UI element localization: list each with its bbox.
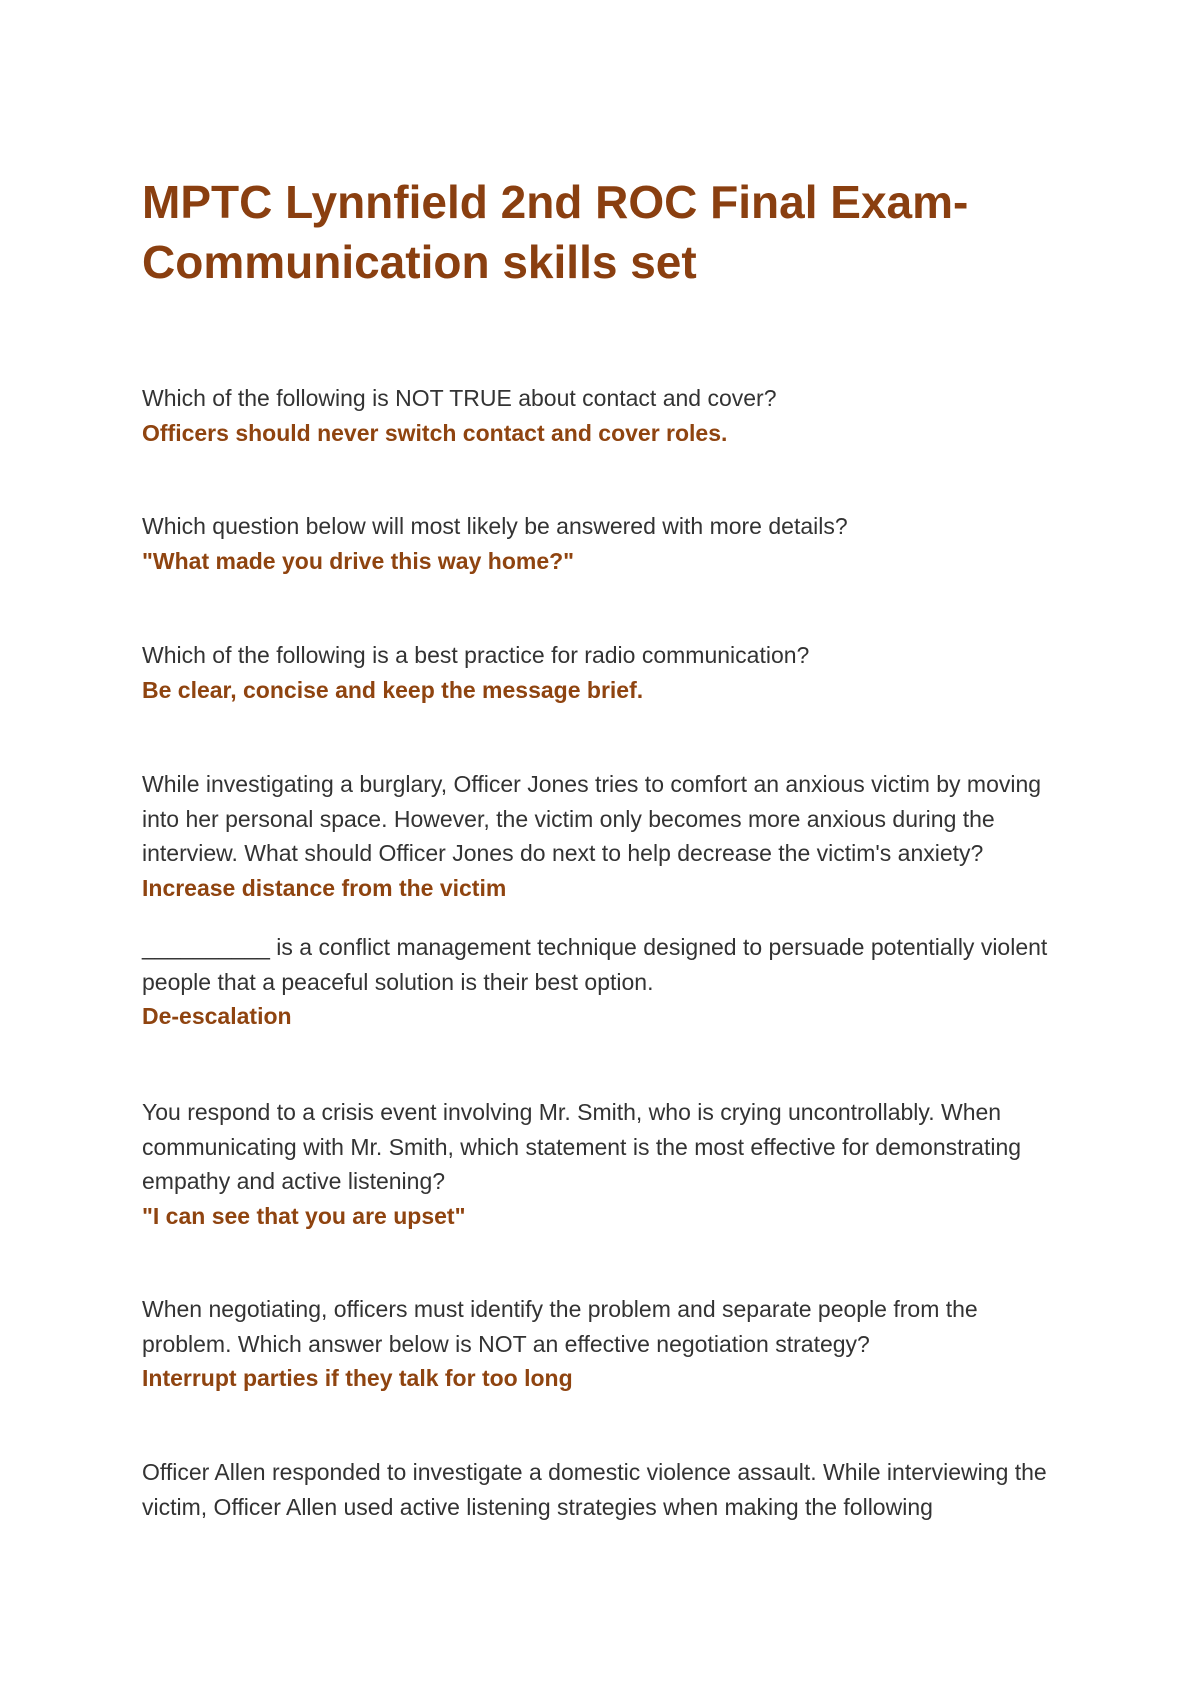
qa-item-5 (142, 930, 1072, 1034)
answer-text: Interrupt parties if they talk for too long (142, 1365, 573, 1391)
qa-item-8 (142, 1455, 1072, 1524)
question-text: Which of the following is a best practice for radio communication? (142, 642, 810, 668)
answer-text: De-escalation (142, 1003, 292, 1029)
question-text: While investigating a burglary, Officer Jones tries to comfort an anxious victim by moving into her personal space. However, the victim only becomes more anxious during the interview. What should Officer Jones do next to help decrease the victim's anxiety? (142, 771, 1042, 866)
qa-item-3 (142, 638, 1072, 707)
qa-item-7 (142, 1292, 1072, 1396)
question-text: Which of the following is NOT TRUE about contact and cover? (142, 385, 777, 411)
question-text: __________ is a conflict management technique designed to persuade potentially violent people that a peaceful solution is their best option. (142, 934, 1048, 995)
qa-item-6 (142, 1095, 1072, 1233)
answer-text: Officers should never switch contact and cover roles. (142, 419, 728, 446)
answer-text: "I can see that you are upset" (142, 1202, 466, 1229)
qa-item-2 (142, 509, 1072, 578)
answer-text: Increase distance from the victim (142, 874, 507, 901)
question-text: You respond to a crisis event involving Mr. Smith, who is crying uncontrollably. When communicating with Mr. Smith, which statement is the most effective for demonstrating empathy and active listening? (142, 1099, 1022, 1194)
qa-item-4 (142, 767, 1072, 905)
question-text: Which question below will most likely be answered with more details? (142, 513, 848, 539)
qa-item-1 (142, 381, 1072, 450)
answer-text: "What made you drive this way home?" (142, 547, 575, 574)
question-text: Officer Allen responded to investigate a domestic violence assault. While interviewing the victim, Officer Allen used active listening strategies when making the following (142, 1459, 1047, 1520)
title-line-2: Communication skills set (142, 236, 697, 288)
title-line-1: MPTC Lynnfield 2nd ROC Final Exam- (142, 176, 969, 228)
document-title (142, 172, 1102, 292)
question-text: When negotiating, officers must identify the problem and separate people from the problem. Which answer below is NOT an effective negotiation strategy? (142, 1296, 978, 1357)
answer-text: Be clear, concise and keep the message brief. (142, 676, 644, 703)
